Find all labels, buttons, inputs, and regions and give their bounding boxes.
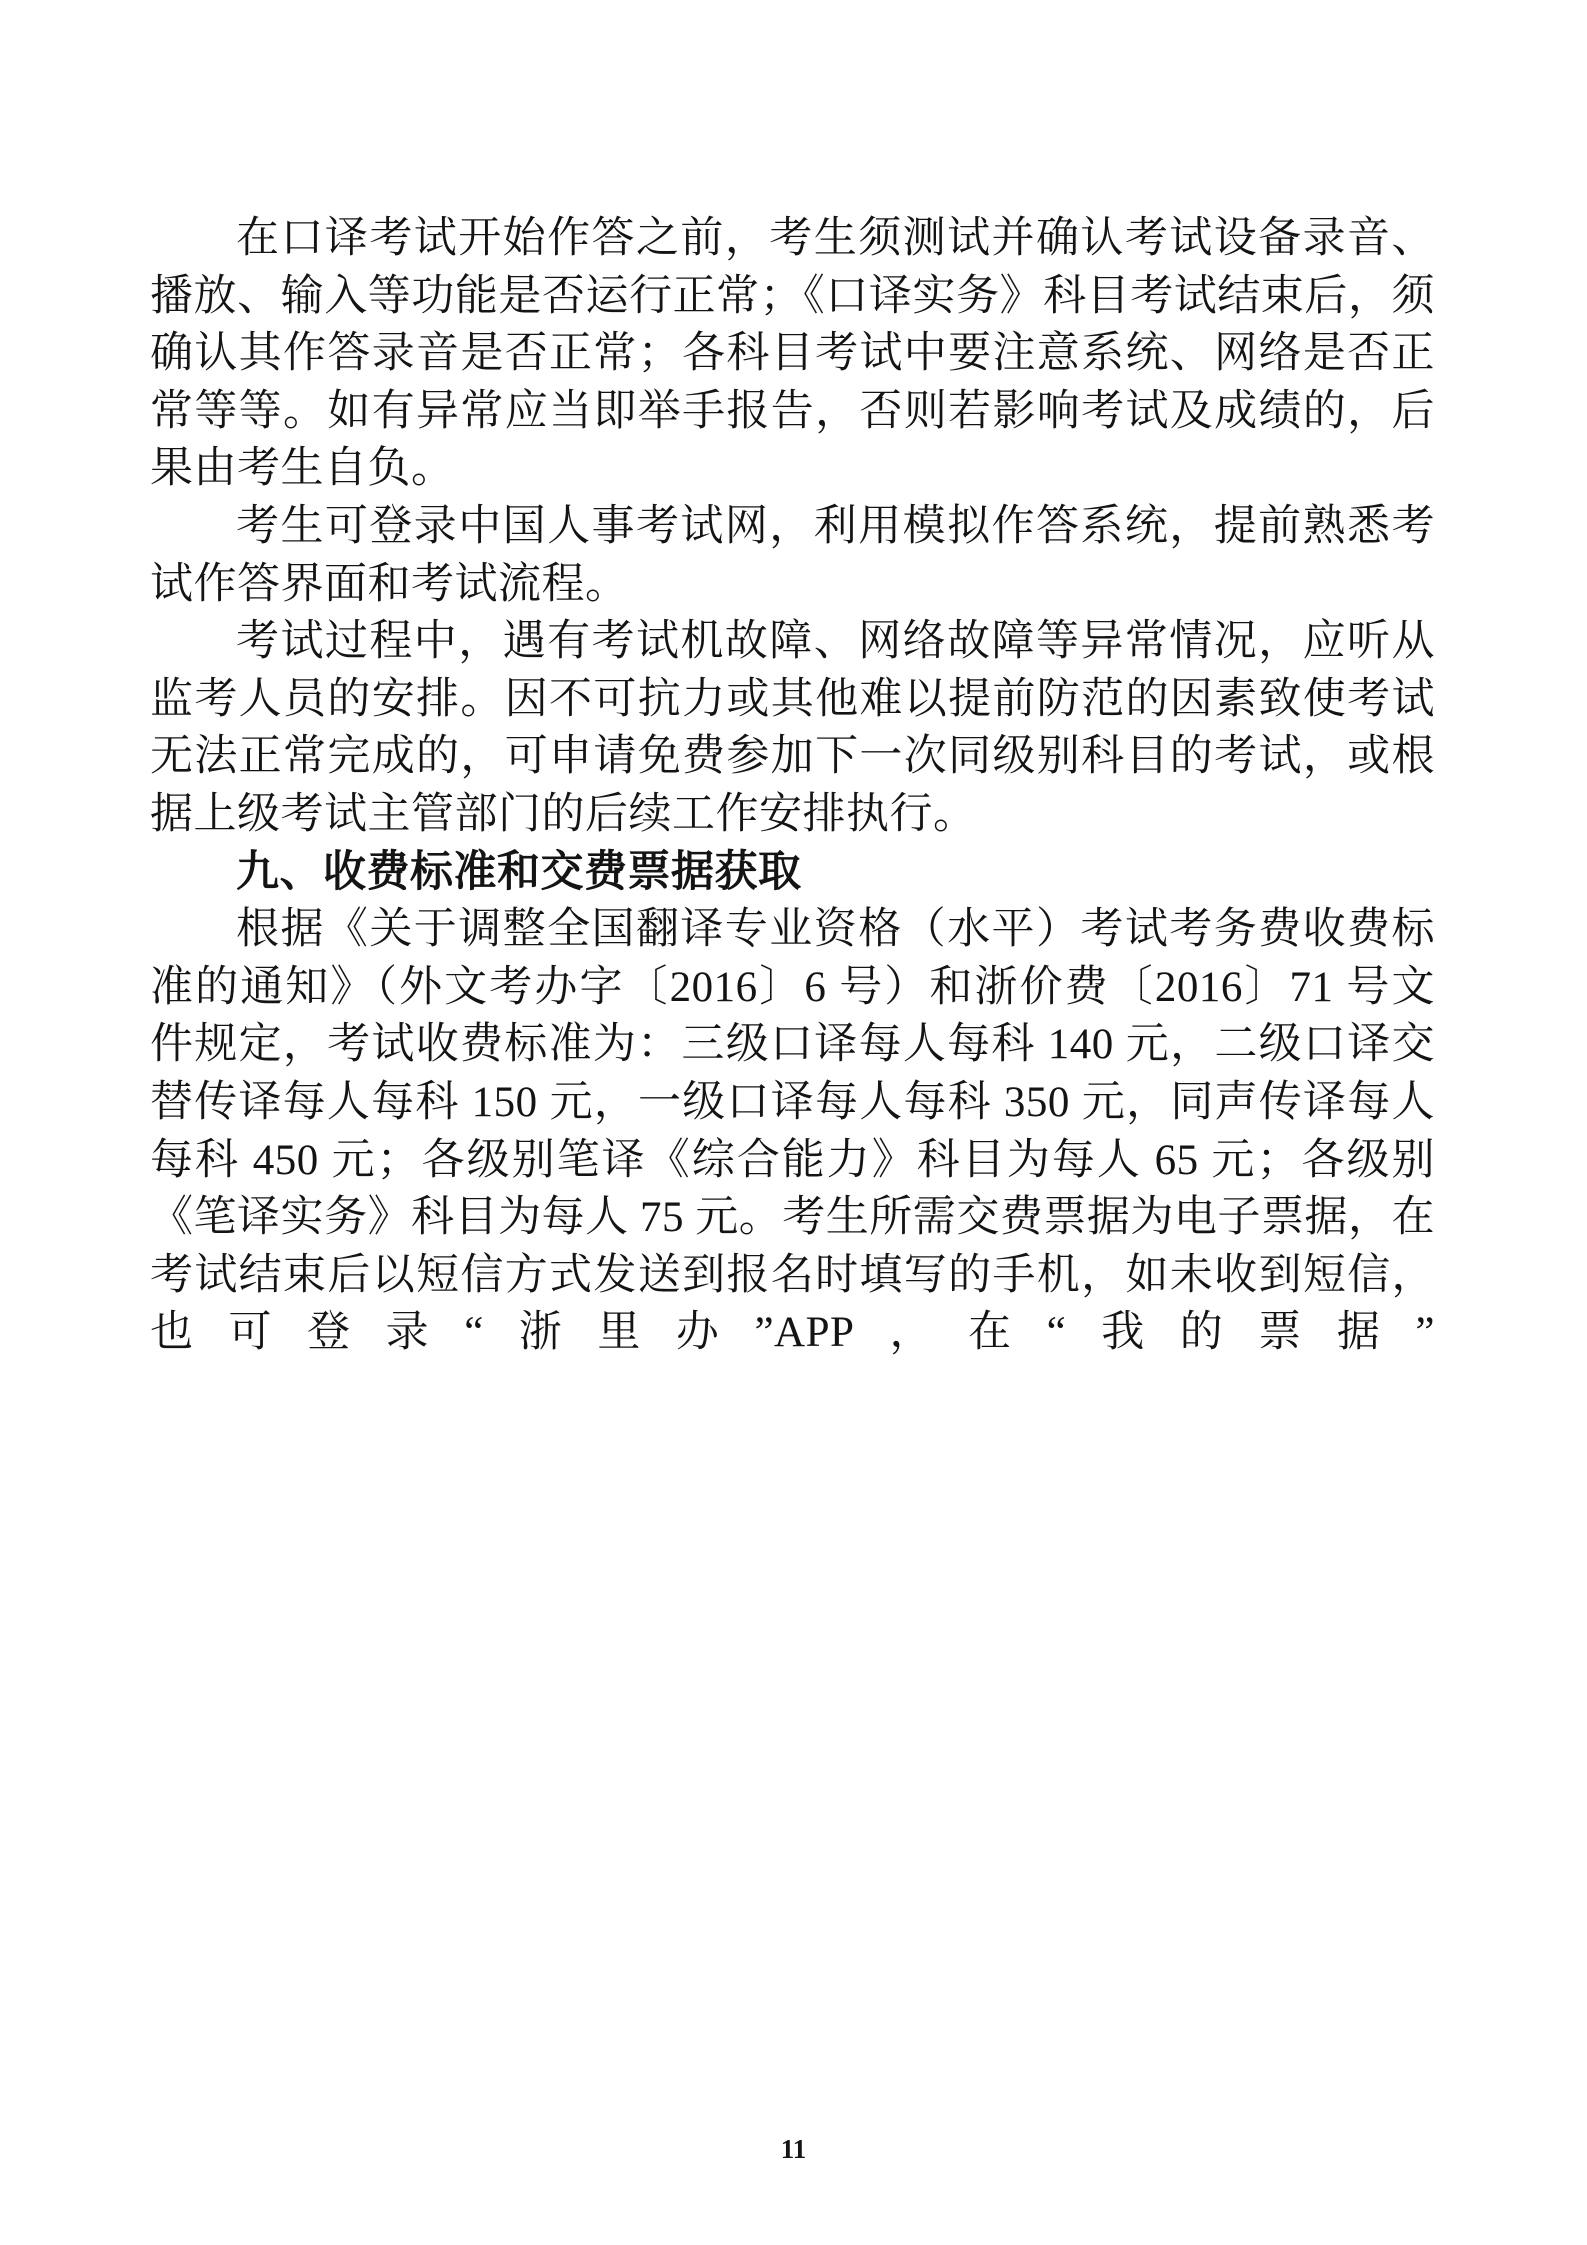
section-heading-fee-standards: 九、收费标准和交费票据获取 [236,847,802,896]
paragraph-mock-answering-system: 考生可登录中国人事考试网，利用模拟作答系统，提前熟悉考试作答界面和考试流程。 [150,502,1435,608]
paragraph-fee-standards-detail: 根据《关于调整全国翻译专业资格（水平）考试考务费收费标准的通知》（外文考办字〔2016〕6 号）和浙价费〔2016〕71 号文件规定，考试收费标准为：三级口译每人每科 140 元，二级口译交替传译每人每科 150 元，一级口译每人每科 350 元，同声传译每人每科 450 元；各级别笔译《综合能力》科目为每人 65 元；各级别《笔译实务》科目为每人 75 元。考生所需交费票据为电子票据，在考试结束后以短信方式发送到报名时填写的手机，如未收到短信，也可登录“浙里办”APP，在“我的票据” [150,906,1435,1357]
paragraph-exam-malfunction-policy: 考试过程中，遇有考试机故障、网络故障等异常情况，应听从监考人员的安排。因不可抗力或其他难以提前防范的因素致使考试无法正常完成的，可申请免费参加下一次同级别科目的考试，或根据上级考试主管部门的后续工作安排执行。 [150,618,1435,838]
paragraph-exam-equipment-check: 在口译考试开始作答之前，考生须测试并确认考试设备录音、播放、输入等功能是否运行正常；《口译实务》科目考试结束后，须确认其作答录音是否正常；各科目考试中要注意系统、网络是否正常等等。如有异常应当即举手报告，否则若影响考试及成绩的，后果由考生自负。 [150,215,1435,493]
page-number: 11 [780,2134,807,2164]
